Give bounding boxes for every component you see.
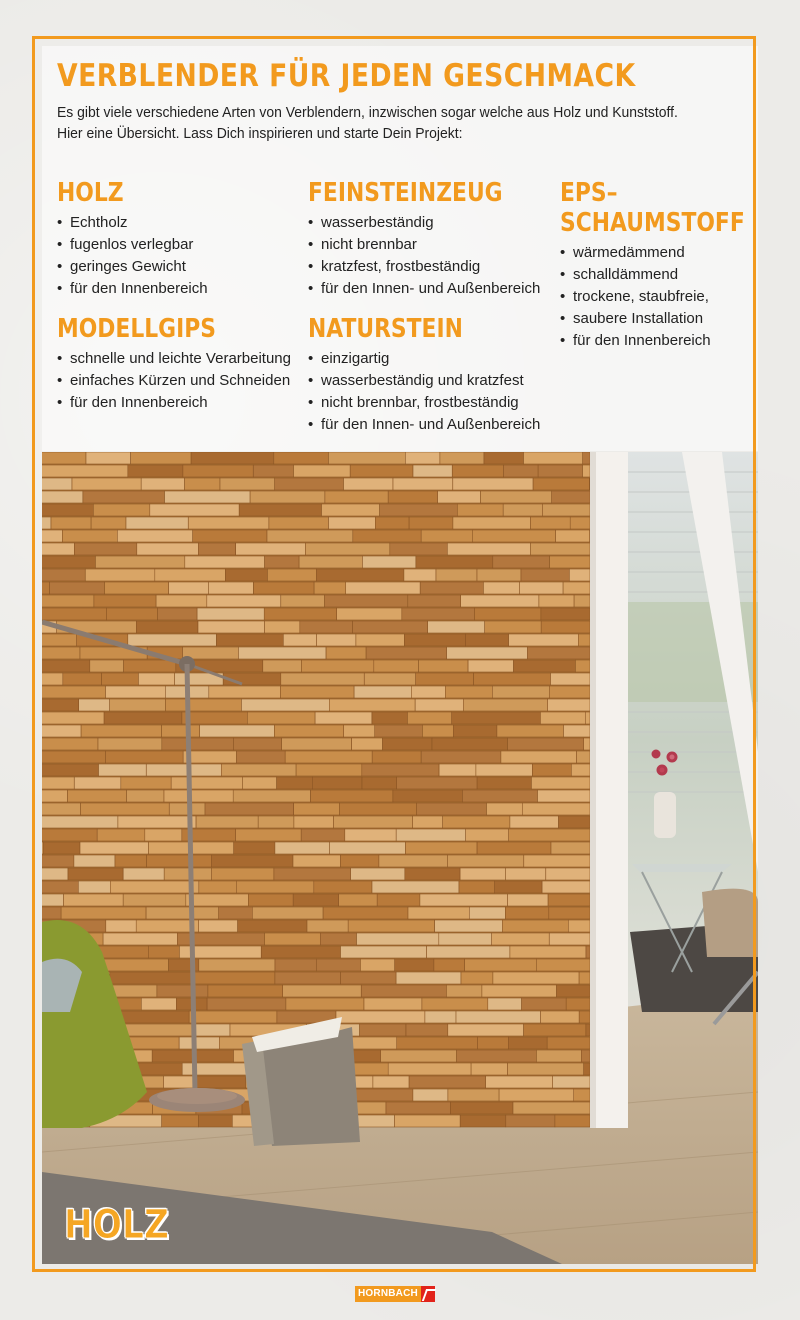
orange-frame	[32, 36, 756, 1272]
list-item: • trockene, staubfreie,	[560, 286, 780, 308]
section-heading-naturstein: NATURSTEIN	[308, 314, 463, 344]
section-heading-holz: HOLZ	[57, 178, 124, 208]
section-heading-feinsteinzeug: FEINSTEINZEUG	[308, 178, 503, 208]
list-item: • für den Innen- und Außenbereich	[308, 278, 540, 300]
list-item: • für den Innenbereich	[57, 278, 208, 300]
list-item: • wasserbeständig	[308, 212, 540, 234]
list-item: • für den Innenbereich	[57, 392, 291, 414]
logo-mark-icon	[421, 1286, 435, 1302]
list-item: • fugenlos verlegbar	[57, 234, 208, 256]
list-item: • wasserbeständig und kratzfest	[308, 370, 540, 392]
list-item: • einzigartig	[308, 348, 540, 370]
list-item: • schnelle und leichte Verarbeitung	[57, 348, 291, 370]
page-title: VERBLENDER FÜR JEDEN GESCHMACK	[57, 58, 636, 94]
list-item-continuation: • saubere Installation	[560, 308, 780, 330]
list-item: • einfaches Kürzen und Schneiden	[57, 370, 291, 392]
list-item: • für den Innenbereich	[560, 330, 780, 352]
hornbach-logo	[355, 1286, 435, 1302]
section-heading-modellgips: MODELLGIPS	[57, 314, 216, 344]
list-item: • schalldämmend	[560, 264, 780, 286]
list-item: • Echtholz	[57, 212, 208, 234]
section-heading-eps-line2: SCHAUMSTOFF	[560, 208, 745, 238]
photo-label: HOLZ	[64, 1202, 169, 1248]
section-heading-eps-line1: EPS–	[560, 178, 618, 208]
list-item: • nicht brennbar	[308, 234, 540, 256]
intro-line-2: Hier eine Übersicht. Lass Dich inspirieren und starte Dein Projekt:	[57, 125, 463, 142]
list-item: • nicht brennbar, frostbeständig	[308, 392, 540, 414]
list-item: • für den Innen- und Außenbereich	[308, 414, 540, 436]
list-item: • geringes Gewicht	[57, 256, 208, 278]
list-item: • wärmedämmend	[560, 242, 780, 264]
intro-line-1: Es gibt viele verschiedene Arten von Verblendern, inzwischen sogar welche aus Holz und Kunststoff.	[57, 104, 678, 121]
list-item: • kratzfest, frostbeständig	[308, 256, 540, 278]
logo-text: HORNBACH	[355, 1286, 421, 1302]
